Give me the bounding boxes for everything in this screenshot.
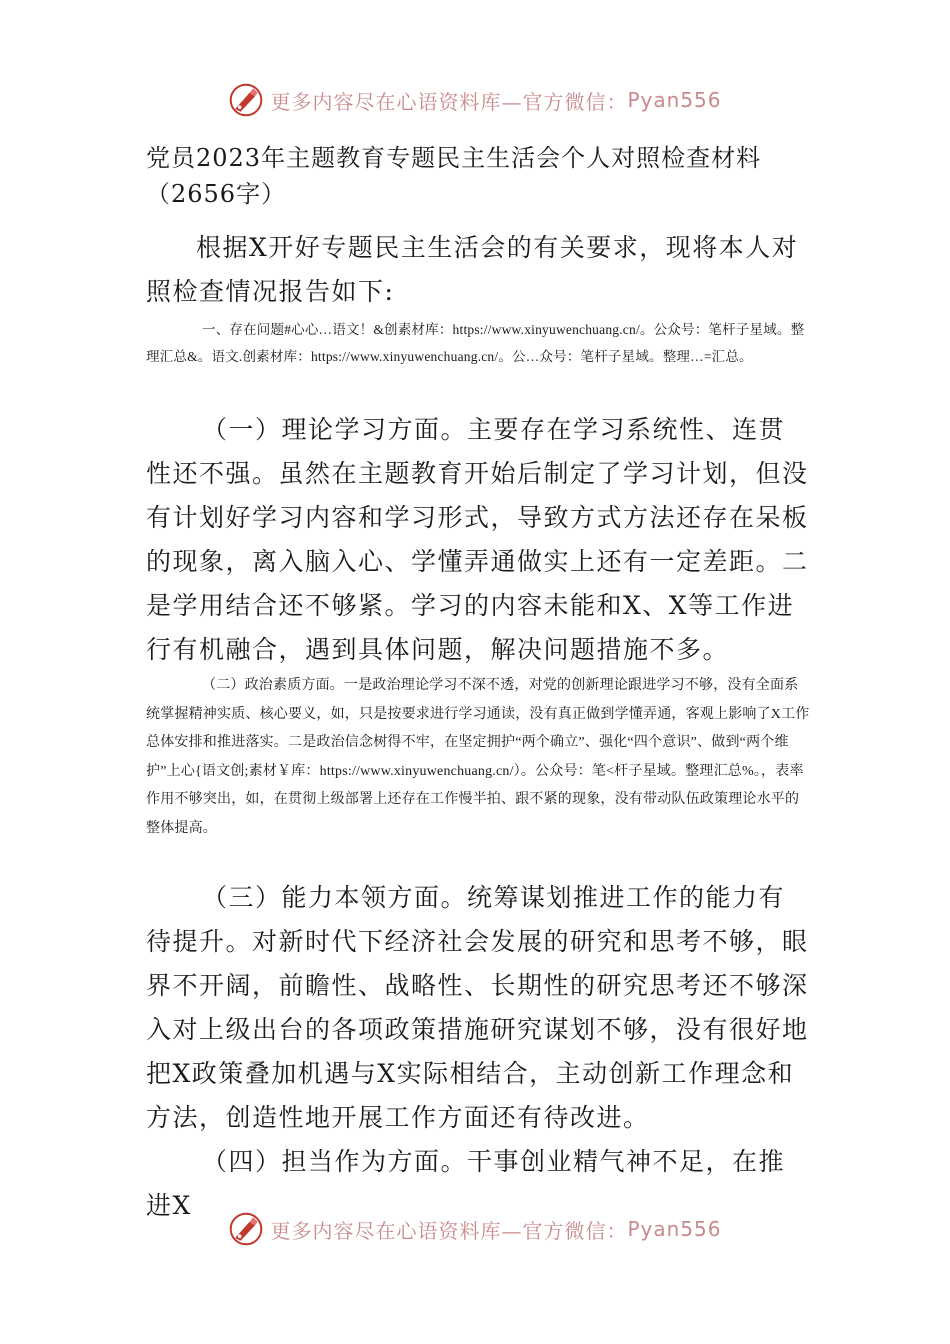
banner-text: 更多内容尽在心语资料库—官方微信： — [270, 89, 628, 114]
intro-paragraph: 根据X开好专题民主生活会的有关要求，现将本人对照检查情况报告如下: — [146, 233, 799, 306]
document-title: 党员2023年主题教育专题民主生活会个人对照检查材料（2656字） — [146, 144, 762, 208]
watermark-banner-bottom — [0, 1207, 950, 1251]
paragraph-ability: （三）能力本领方面。统筹谋划推进工作的能力有待提升。对新时代下经济社会发展的研究和思考不够，眼界不开阔，前瞻性、战略性、长期性的研究思考还不够深入对上级出台的各项政策措施研究谋划不够，没有很好地把X政策叠加机遇与X实际相结合，主动创新工作理念和方法，创造性地开展工作方面还有待改进。 — [146, 883, 809, 1132]
pen-nib-logo-icon — [228, 1211, 264, 1247]
paragraph-responsibility: （四）担当作为方面。干事创业精气神不足，在推进X — [146, 1147, 786, 1220]
banner-wechat-id: Pyan556 — [627, 88, 722, 112]
pen-nib-logo-icon — [228, 82, 264, 118]
paragraph-theory-study: （一）理论学习方面。主要存在学习系统性、连贯性还不强。虽然在主题教育开始后制定了学习计划，但没有计划好学习内容和学习形式，导致方式方法还存在呆板的现象，离入脑入心、学懂弄通做实上还有一定差距。二是学用结合还不够紧。学习的内容未能和X、X等工作进行有机融合，遇到具体问题，解决问题措施不多。 — [146, 415, 809, 664]
paragraph-political-quality: （二）政治素质方面。一是政治理论学习不深不透，对党的创新理论跟进学习不够，没有全面系统掌握精神实质、核心要义，如，只是按要求进行学习通读，没有真正做到学懂弄通，客观上影响了X工作总体安排和推进落实。二是政治信念树得不牢，在坚定拥护“两个确立”、强化“四个意识”、做到“两个维护”上心{语文创;素材￥库：https://www.xinyuwenchuang.cn/）。公众号：笔<杆子星域。整理汇总%。，表率作用不够突出，如，在贯彻上级部署上还存在工作慢半拍、跟不紧的现象，没有带动队伍政策理论水平的整体提高。 — [146, 678, 810, 836]
section-heading-problems: 一、存在问题#心心…语文！&创素材库：https://www.xinyuwenchuang.cn/。公众号：笔杆子星域。整理汇总&。语文.创素材库：https://www.xinyuwenchuang.cn/。公…众号：笔杆子星域。整理…=汇总。 — [146, 322, 805, 364]
watermark-banner-top — [0, 78, 950, 122]
banner-text: 更多内容尽在心语资料库—官方微信： — [270, 1218, 628, 1243]
banner-wechat-id: Pyan556 — [627, 1217, 722, 1241]
